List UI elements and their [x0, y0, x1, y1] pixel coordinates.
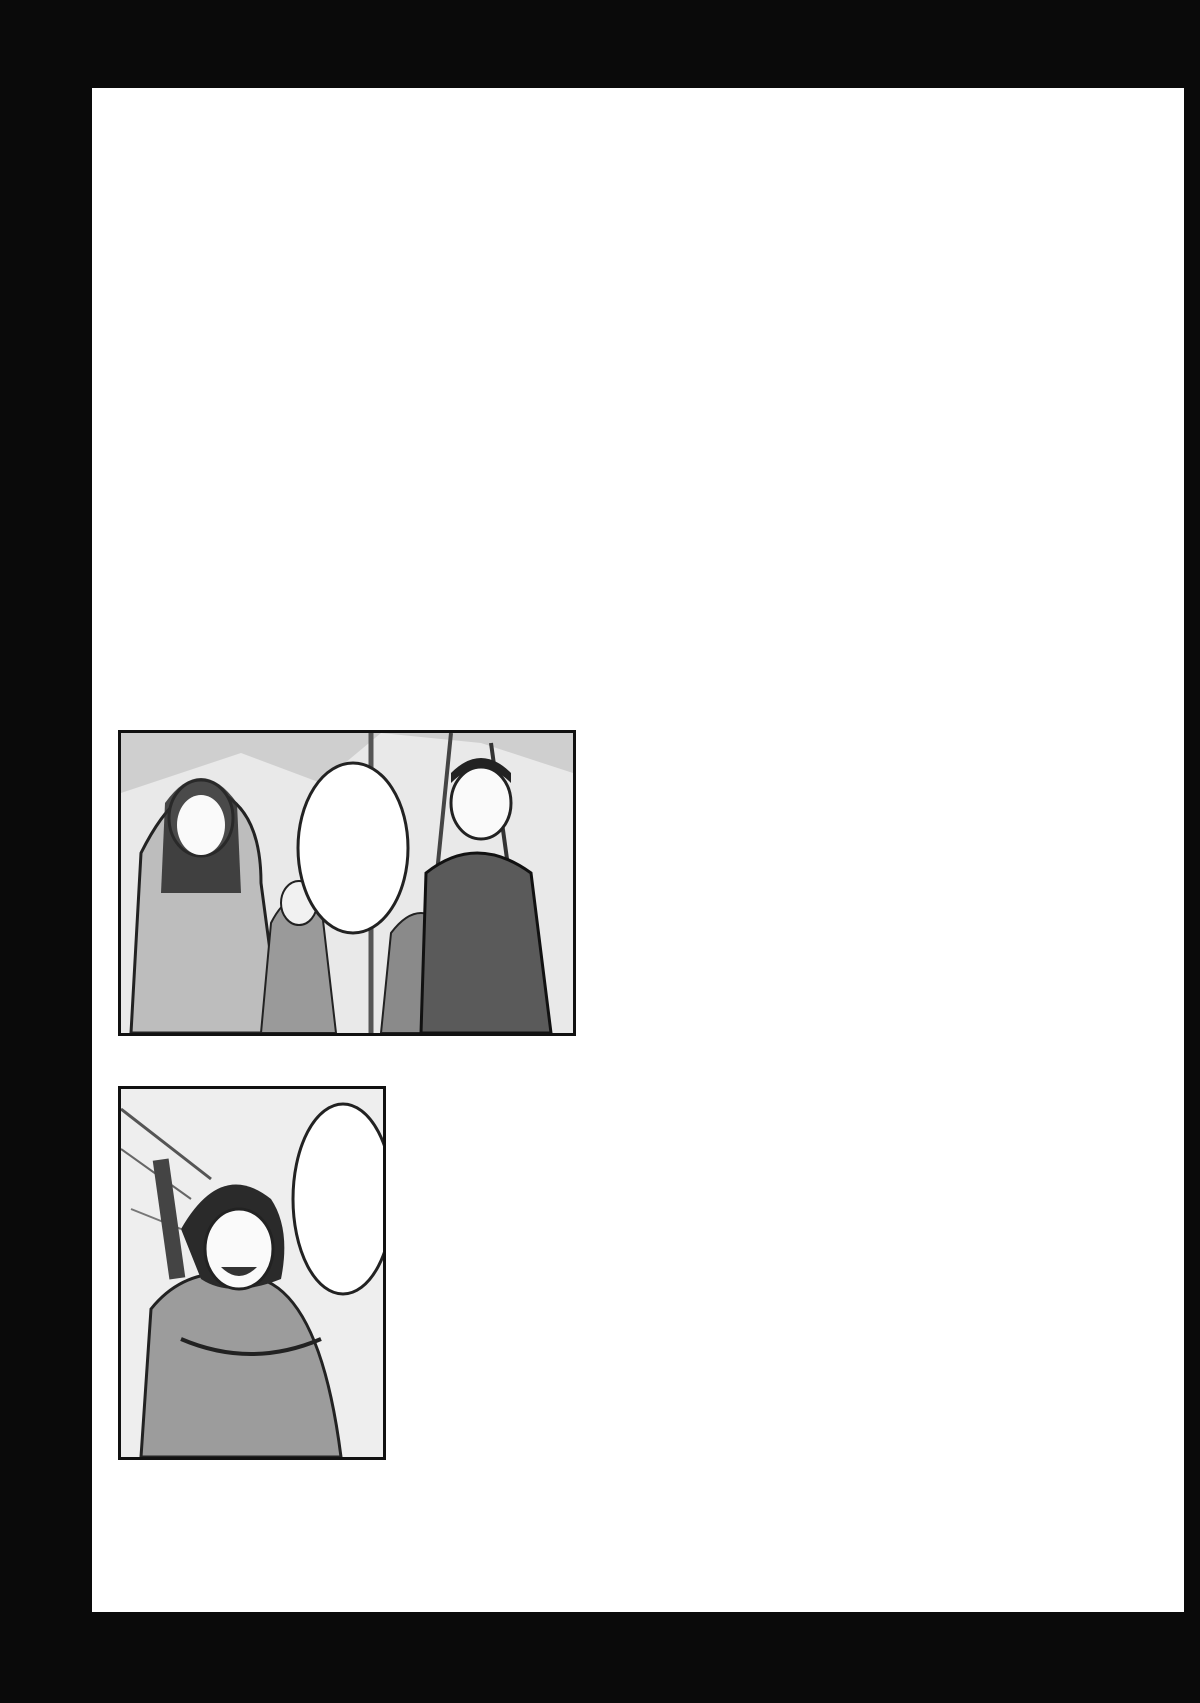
- right-border: [1184, 0, 1200, 1703]
- manga-panel-shin: [118, 1086, 386, 1460]
- left-border: [0, 0, 92, 1703]
- bottom-border: [0, 1612, 1200, 1703]
- generals-illustration: [121, 733, 573, 1033]
- shin-illustration: [121, 1089, 383, 1457]
- top-border: [0, 0, 1200, 88]
- manga-panel-generals: [118, 730, 576, 1036]
